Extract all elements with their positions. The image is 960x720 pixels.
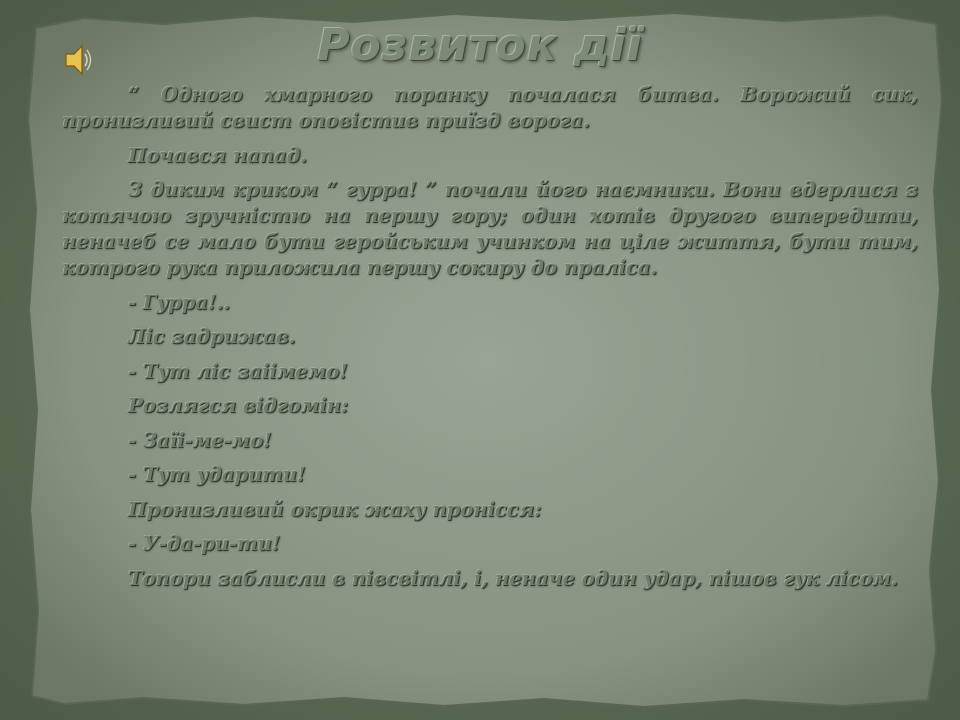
paragraph-11: - У-да-ри-ти!: [128, 532, 281, 555]
paragraph-4: - Гурра!..: [128, 290, 231, 314]
paragraph-1: “ Одного хмарного поранку почалася битва. Ворожий сик, пронизливий свист оповістив приїзд ворога.: [62, 83, 918, 132]
paragraph-12: Топори заблисли в півсвітлі, і, неначе один удар, пішов гук лісом.: [128, 566, 898, 590]
paragraph-3: З диким криком “ гурра! ” почали його наємники. Вони вдерлися з котячою зручністю на першу гору; один хотів другого випередити, неначеб се мало бути геройським учинком на ціле життя, бути тим, котрого рука приложила першу сокиру до праліса.: [62, 178, 918, 279]
paragraph-5: Ліс задрижав.: [128, 325, 296, 348]
paragraph-10: Пронизливий окрик жаху пронісся:: [128, 497, 542, 521]
paragraph-7: Розлягся відгомін:: [128, 394, 349, 417]
story-text: [62, 82, 918, 592]
paragraph-9: - Тут ударити!: [128, 463, 306, 486]
paragraph-8: - Заїі-ме-мо!: [128, 428, 272, 452]
paragraph-2: Почався напад.: [128, 143, 308, 167]
paragraph-6: - Тут ліс заіімемо!: [128, 359, 348, 383]
slide-title: Розвиток дії: [317, 20, 643, 71]
